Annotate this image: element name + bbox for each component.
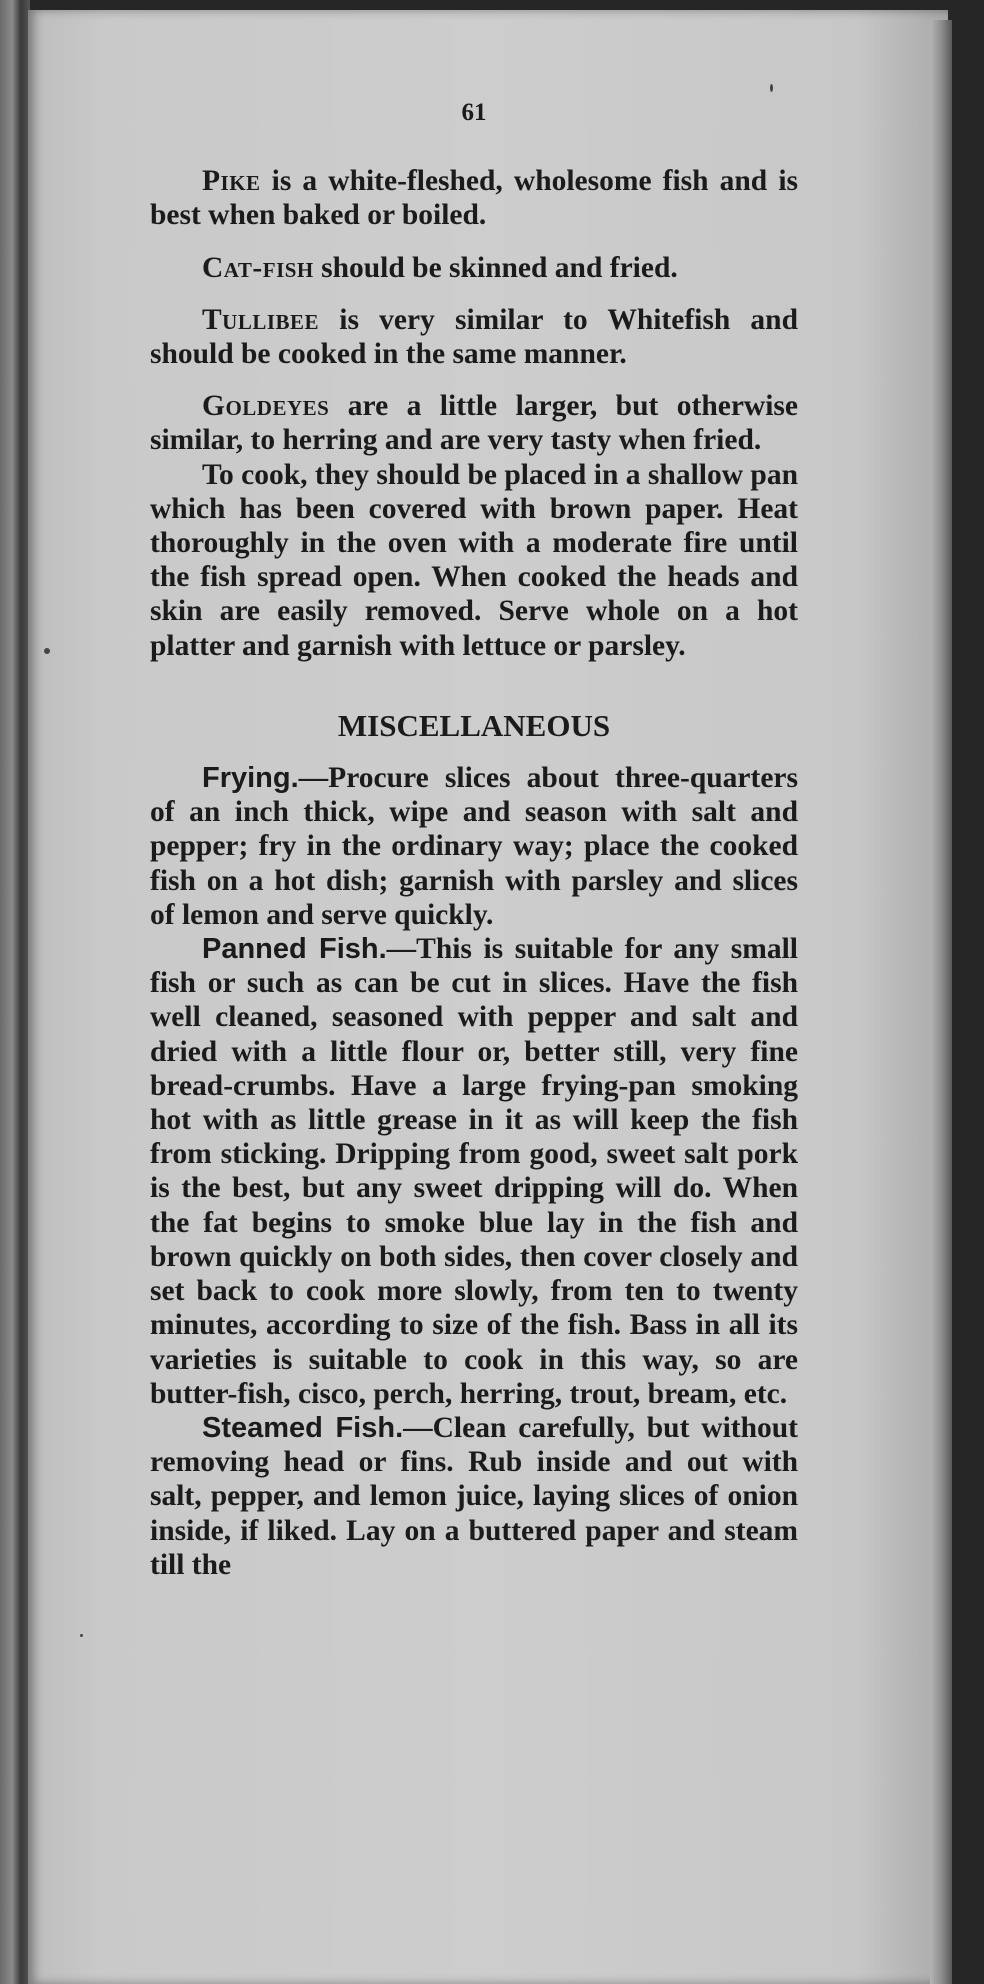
recipe-frying: [150, 761, 798, 932]
recipe-text: —Procure slices about three-quarters of an inch thick, wipe and season with salt and pepper; fry in the ordinary way; place the cooked fish on a hot dish; garnish with parsley and slices of lemon and serve quickly.: [150, 762, 798, 931]
recipe-panned-fish: [150, 932, 798, 1411]
recipe-text: —Clean carefully, but without removing head or fins. Rub inside and out with salt, pepper, and lemon juice, laying slices of onion inside, if liked. Lay on a buttered paper and steam till the: [150, 1411, 798, 1581]
entry-pike: [150, 164, 798, 232]
recipe-steamed-fish: [150, 1411, 798, 1582]
entry-term: Tullibee: [202, 303, 320, 336]
entry-goldeyes: [150, 389, 798, 457]
scan-right-margin: [952, 0, 984, 1984]
speck: [80, 1634, 83, 1637]
entry-cat-fish: [150, 251, 798, 285]
entry-term: Cat-fish: [202, 251, 314, 284]
recipe-title: Steamed Fish.: [202, 1411, 404, 1444]
recipe-text: —This is suitable for any small fish or such as can be cut in slices. Have the fish well cleaned, seasoned with pepper and salt and dried with a little flour or, better still, very fine bread-crumbs. Have a large frying-pan smoking hot with as little grease in it as will keep the fish from sticking. Dripping from good, sweet salt pork is the best, but any sweet dripping will do. When the fat begins to smoke blue lay in the fish and brown quickly on both sides, then cover closely and set back to cook more slowly, from ten to twenty minutes, according to size of the fish. Bass in all its varieties is suitable to cook in this way, so are butter-fish, cisco, perch, herring, trout, bream, etc.: [150, 933, 798, 1410]
recipe-title: Panned Fish.: [202, 933, 387, 966]
section-heading: MISCELLANEOUS: [337, 707, 611, 743]
speck: [44, 648, 50, 654]
page-number: 61: [461, 99, 487, 126]
goldeyes-cooking-paragraph: To cook, they should be placed in a shallow pan which has been covered with brown paper. Heat thoroughly in the oven with a moderate fire until the fish spread open. When cooked the heads and skin are easily removed. Serve whole on a hot platter and garnish with lettuce or parsley.: [150, 458, 798, 662]
entry-text: are a little larger, but otherwise similar, to herring and are very tasty when fried.: [150, 390, 798, 457]
entry-text: should be skinned and fried.: [313, 251, 678, 284]
entry-term: Pike: [202, 165, 261, 198]
recipe-title: Frying.: [202, 762, 299, 795]
page-text: [150, 96, 798, 1582]
book-spine-edge: [0, 0, 30, 1984]
entry-text: is a white-fleshed, wholesome fish and is best when baked or boiled.: [150, 165, 798, 232]
entry-text: is very similar to Whitefish and should be cooked in the same manner.: [150, 303, 798, 371]
speck: [770, 84, 773, 92]
page-stack-edge: [930, 20, 952, 1984]
entry-term: Goldeyes: [202, 390, 330, 423]
entry-tullibee: [150, 303, 798, 371]
